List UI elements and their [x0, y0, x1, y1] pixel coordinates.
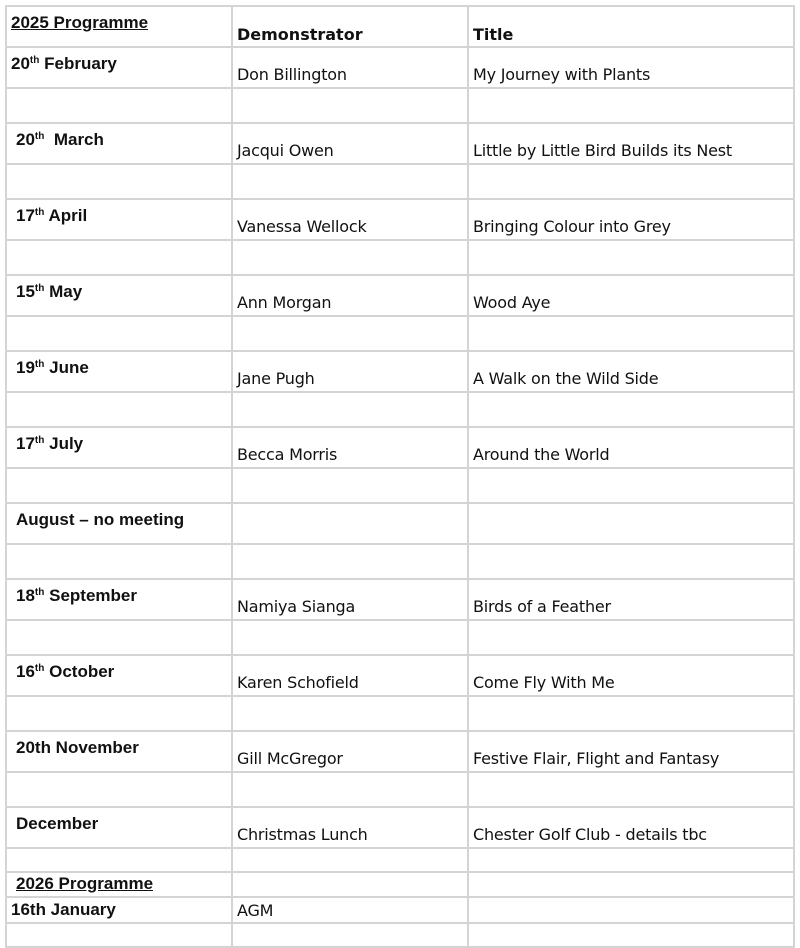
empty-cell	[6, 468, 232, 503]
empty-cell	[6, 240, 232, 275]
month: April	[48, 206, 88, 225]
ordinal-suffix: th	[34, 663, 45, 674]
empty-cell	[468, 164, 794, 199]
empty-cell	[6, 923, 232, 947]
month: May	[49, 282, 83, 301]
ordinal-suffix: th	[34, 131, 45, 142]
date-cell	[6, 275, 232, 316]
table-row	[6, 123, 794, 164]
table-row	[6, 897, 794, 923]
table-row	[6, 655, 794, 696]
day: 17	[16, 206, 35, 225]
spacer-row	[6, 848, 794, 872]
table-row	[6, 275, 794, 316]
programme-table	[5, 5, 795, 948]
title-column-header: Title	[468, 6, 794, 47]
spacer-row	[6, 88, 794, 123]
month: October	[49, 662, 115, 681]
day: 19	[16, 358, 35, 377]
table-row	[6, 579, 794, 620]
empty-cell	[468, 620, 794, 655]
table-row	[6, 351, 794, 392]
empty-cell	[468, 923, 794, 947]
empty-cell	[232, 240, 468, 275]
empty-cell	[232, 88, 468, 123]
table-row	[6, 427, 794, 468]
title-cell: Little by Little Bird Builds its Nest	[468, 123, 794, 164]
date-cell: 20th November	[6, 731, 232, 772]
header-row	[6, 6, 794, 47]
date-cell	[6, 123, 232, 164]
date-cell	[6, 427, 232, 468]
day: 20	[16, 130, 35, 149]
demonstrator-cell: AGM	[232, 897, 468, 923]
empty-cell	[468, 848, 794, 872]
empty-cell	[6, 164, 232, 199]
ordinal-suffix: th	[34, 359, 45, 370]
demonstrator-cell: Ann Morgan	[232, 275, 468, 316]
ordinal-suffix: th	[29, 55, 40, 66]
demonstrator-cell	[232, 503, 468, 544]
empty-cell	[232, 468, 468, 503]
day: 15	[16, 282, 35, 301]
ordinal-suffix: th	[34, 283, 45, 294]
empty-cell	[468, 544, 794, 579]
table-row	[6, 807, 794, 848]
empty-cell	[232, 772, 468, 807]
spacer-row	[6, 468, 794, 503]
empty-cell	[6, 544, 232, 579]
empty-cell	[6, 696, 232, 731]
empty-cell	[468, 240, 794, 275]
date-cell	[6, 579, 232, 620]
empty-cell	[232, 620, 468, 655]
empty-cell	[468, 392, 794, 427]
spacer-row	[6, 164, 794, 199]
empty-cell	[6, 620, 232, 655]
month: June	[49, 358, 89, 377]
title-cell: Chester Golf Club - details tbc	[468, 807, 794, 848]
day: 20	[11, 54, 30, 73]
empty-cell	[468, 88, 794, 123]
date-cell	[6, 655, 232, 696]
month: March	[53, 130, 104, 149]
empty-cell	[468, 316, 794, 351]
date-cell	[6, 47, 232, 88]
date-cell: 16th January	[6, 897, 232, 923]
spacer-row	[6, 620, 794, 655]
empty-cell	[232, 923, 468, 947]
title-cell	[468, 503, 794, 544]
title-cell: Birds of a Feather	[468, 579, 794, 620]
table-row	[6, 47, 794, 88]
empty-cell	[232, 164, 468, 199]
spacer-row	[6, 696, 794, 731]
empty-cell	[468, 772, 794, 807]
title-cell: Festive Flair, Flight and Fantasy	[468, 731, 794, 772]
month: July	[49, 434, 84, 453]
spacer-row	[6, 544, 794, 579]
day: 17	[16, 434, 35, 453]
date-cell: August – no meeting	[6, 503, 232, 544]
demonstrator-cell: Karen Schofield	[232, 655, 468, 696]
empty-cell	[468, 696, 794, 731]
spacer-row	[6, 240, 794, 275]
table-row	[6, 731, 794, 772]
programme-2026-heading: 2026 Programme	[6, 872, 232, 897]
title-cell: Around the World	[468, 427, 794, 468]
empty-cell	[6, 848, 232, 872]
demonstrator-cell: Christmas Lunch	[232, 807, 468, 848]
demonstrator-cell: Becca Morris	[232, 427, 468, 468]
spacer-row	[6, 316, 794, 351]
title-cell: Wood Aye	[468, 275, 794, 316]
ordinal-suffix: th	[34, 435, 45, 446]
empty-cell	[6, 316, 232, 351]
spacer-row	[6, 772, 794, 807]
empty-cell	[232, 544, 468, 579]
empty-cell	[232, 848, 468, 872]
demonstrator-cell: Jane Pugh	[232, 351, 468, 392]
month: September	[49, 586, 137, 605]
empty-cell	[468, 468, 794, 503]
date-cell	[6, 199, 232, 240]
title-cell	[468, 897, 794, 923]
title-cell: Bringing Colour into Grey	[468, 199, 794, 240]
title-cell: Come Fly With Me	[468, 655, 794, 696]
date-cell	[6, 351, 232, 392]
title-cell: A Walk on the Wild Side	[468, 351, 794, 392]
demonstrator-column-header: Demonstrator	[232, 6, 468, 47]
day: 18	[16, 586, 35, 605]
programme-2026-heading-row	[6, 872, 794, 897]
empty-cell	[232, 392, 468, 427]
day: 16	[16, 662, 35, 681]
empty-cell	[6, 392, 232, 427]
month: February	[44, 54, 117, 73]
demonstrator-cell: Jacqui Owen	[232, 123, 468, 164]
empty-cell	[6, 88, 232, 123]
ordinal-suffix: th	[34, 207, 45, 218]
title-cell: My Journey with Plants	[468, 47, 794, 88]
ordinal-suffix: th	[34, 587, 45, 598]
table-row	[6, 199, 794, 240]
demonstrator-cell: Gill McGregor	[232, 731, 468, 772]
empty-cell	[232, 316, 468, 351]
spacer-row	[6, 392, 794, 427]
spacer-row	[6, 923, 794, 947]
table-row	[6, 503, 794, 544]
demonstrator-cell: Don Billington	[232, 47, 468, 88]
empty-cell	[232, 872, 468, 897]
programme-2025-heading: 2025 Programme	[6, 6, 232, 47]
empty-cell	[6, 772, 232, 807]
demonstrator-cell: Namiya Sianga	[232, 579, 468, 620]
date-cell: December	[6, 807, 232, 848]
empty-cell	[232, 696, 468, 731]
demonstrator-cell: Vanessa Wellock	[232, 199, 468, 240]
empty-cell	[468, 872, 794, 897]
